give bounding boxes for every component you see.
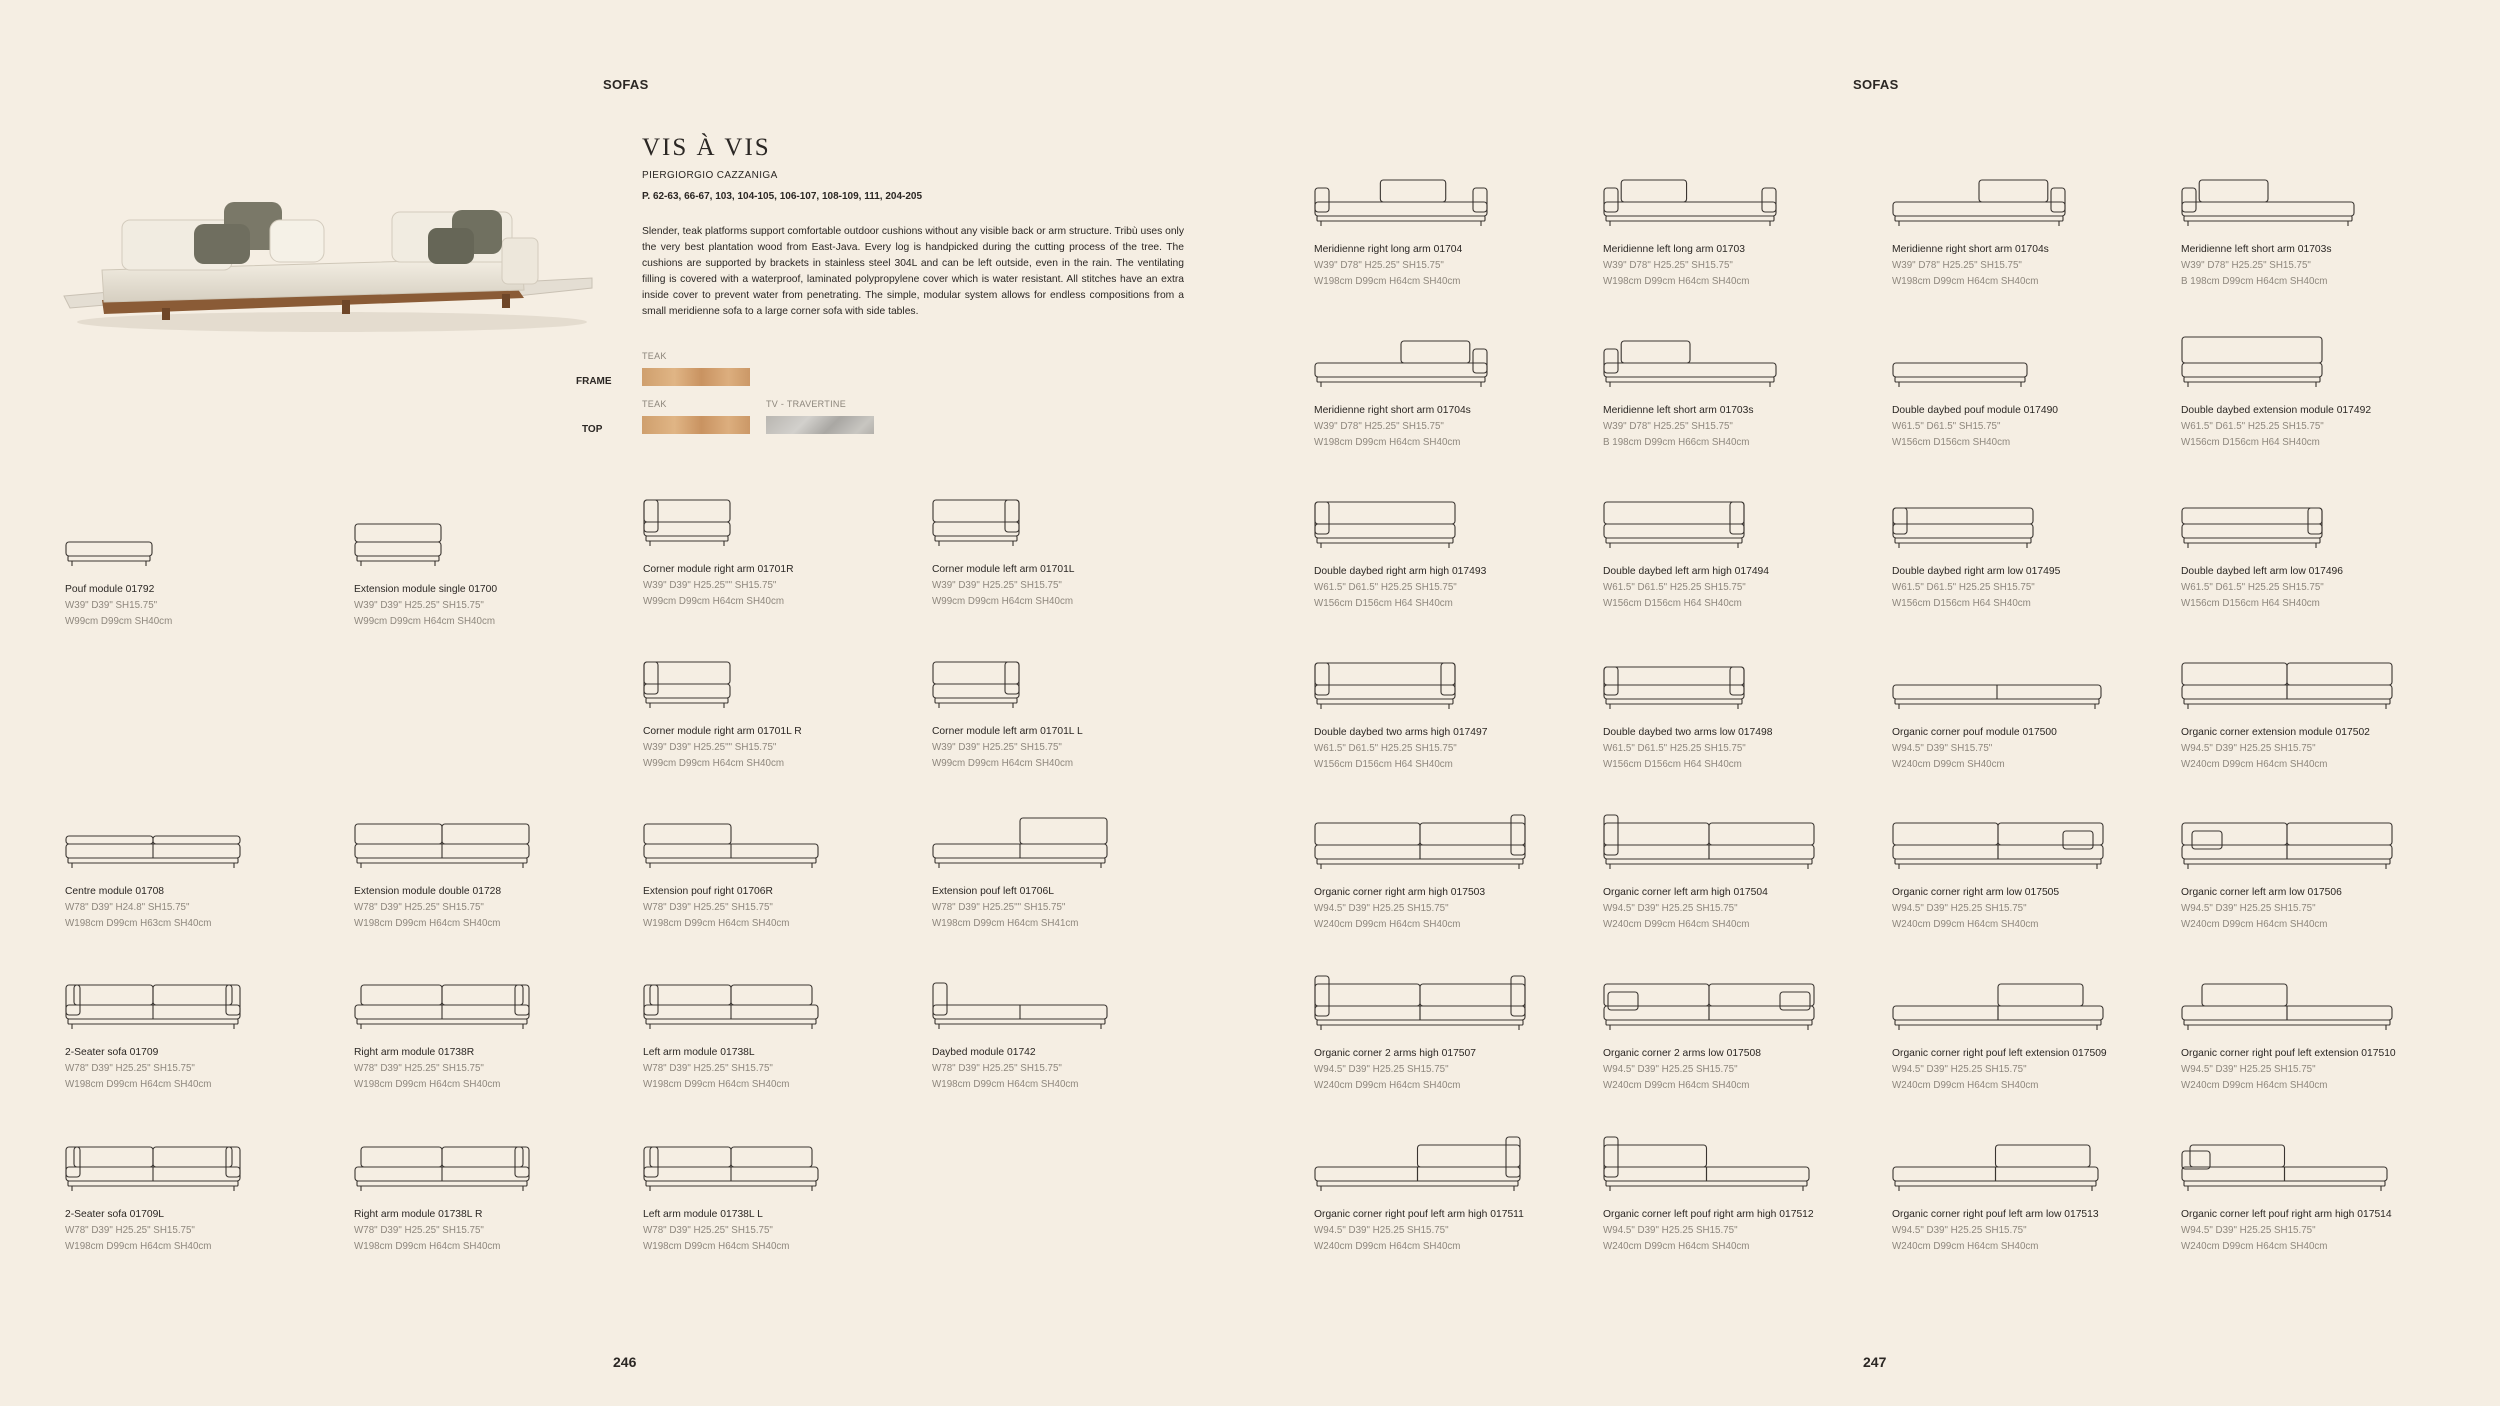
product-dimensions-imperial: W61.5" D61.5" H25.25 SH15.75" <box>2181 421 2324 432</box>
product-name: Organic corner 2 arms low 017508 <box>1603 1048 1761 1059</box>
product-dimensions-imperial: W61.5" D61.5" H25.25 SH15.75" <box>1314 582 1457 593</box>
product-name: Corner module left arm 01701L <box>932 564 1075 575</box>
product-dimensions-imperial: W94.5" D39" H25.25 SH15.75" <box>2181 1225 2316 1236</box>
product-name: Organic corner left pouf right arm high 017512 <box>1603 1209 1814 1220</box>
product-name: Organic corner right pouf left extension 017510 <box>2181 1048 2396 1059</box>
product-name: Double daybed pouf module 017490 <box>1892 405 2059 416</box>
product-name: Double daybed two arms high 017497 <box>1314 727 1488 738</box>
product-dimensions-metric: W240cm D99cm H64cm SH40cm <box>2181 919 2328 930</box>
product-dimensions-metric: W198cm D99cm H63cm SH40cm <box>65 918 212 929</box>
product-dimensions-metric: W240cm D99cm H64cm SH40cm <box>1314 919 1461 930</box>
product-name: Double daybed left arm low 017496 <box>2181 566 2343 577</box>
product-name: Corner module left arm 01701L L <box>932 726 1083 737</box>
product-dimensions-imperial: W94.5" D39" H25.25 SH15.75" <box>2181 743 2316 754</box>
product-dimensions-imperial: W78" D39" H25.25" SH15.75" <box>354 902 484 913</box>
top-swatch-teak <box>642 416 750 434</box>
product-dimensions-metric: W198cm D99cm H64cm SH41cm <box>932 918 1079 929</box>
product-dimensions-metric: W198cm D99cm H64cm SH40cm <box>643 1079 790 1090</box>
product-dimensions-imperial: W61.5" D61.5" H25.25 SH15.75" <box>1892 582 2035 593</box>
product-dimensions-imperial: W39" D39" H25.25"" SH15.75" <box>643 742 777 753</box>
product-dimensions-metric: B 198cm D99cm H64cm SH40cm <box>2181 276 2328 287</box>
product-dimensions-imperial: W94.5" D39" H25.25 SH15.75" <box>1603 903 1738 914</box>
product-dimensions-imperial: W39" D78" H25.25" SH15.75" <box>1314 260 1444 271</box>
product-dimensions-imperial: W94.5" D39" H25.25 SH15.75" <box>1892 903 2027 914</box>
product-dimensions-metric: W198cm D99cm H64cm SH40cm <box>643 1241 790 1252</box>
product-dimensions-imperial: W39" D78" H25.25" SH15.75" <box>1314 421 1444 432</box>
product-name: Meridienne left short arm 01703s <box>2181 244 2332 255</box>
product-dimensions-metric: W240cm D99cm H64cm SH40cm <box>2181 1080 2328 1091</box>
collection-description: Slender, teak platforms support comfortable outdoor cushions without any visible back or arm structure. Tribù uses only the very best plantation wood from East-Java. Every log is handpicked during the cutting process of the tree. The cushions are supported by brackets in stainless steel 304L and can be left outside, even in the rain. The ventilating filling is covered with a waterproof, laminated polypropylene cover which is water resistant. All stitches have an extra inside cover to prevent water from penetrating. The simple, modular system allows for endless compositions from a small meridienne sofa to a large corner sofa with side tables. <box>642 226 1184 317</box>
product-dimensions-imperial: W94.5" D39" H25.25 SH15.75" <box>1603 1225 1738 1236</box>
product-dimensions-metric: W198cm D99cm H64cm SH40cm <box>1892 276 2039 287</box>
product-name: Pouf module 01792 <box>65 584 155 595</box>
product-dimensions-metric: W198cm D99cm H64cm SH40cm <box>1603 276 1750 287</box>
product-name: Organic corner right pouf left arm low 017513 <box>1892 1209 2099 1220</box>
product-name: Double daybed right arm high 017493 <box>1314 566 1487 577</box>
product-name: Extension module double 01728 <box>354 886 502 897</box>
product-dimensions-metric: W240cm D99cm H64cm SH40cm <box>1314 1080 1461 1091</box>
product-dimensions-imperial: W78" D39" H25.25" SH15.75" <box>65 1063 195 1074</box>
left-page-number: 246 <box>613 1354 637 1370</box>
product-dimensions-imperial: W78" D39" H24.8" SH15.75" <box>65 902 190 913</box>
product-dimensions-imperial: W78" D39" H25.25" SH15.75" <box>643 1225 773 1236</box>
product-name: 2-Seater sofa 01709 <box>65 1047 159 1058</box>
product-dimensions-metric: W156cm D156cm H64 SH40cm <box>1314 759 1453 770</box>
product-dimensions-imperial: W39" D78" H25.25" SH15.75" <box>1603 260 1733 271</box>
product-dimensions-imperial: W61.5" D61.5" H25.25 SH15.75" <box>1314 743 1457 754</box>
product-dimensions-metric: W198cm D99cm H64cm SH40cm <box>354 918 501 929</box>
frame-swatch-teak-label: TEAK <box>642 351 667 361</box>
product-dimensions-metric: W240cm D99cm H64cm SH40cm <box>2181 759 2328 770</box>
product-dimensions-metric: W156cm D156cm H64 SH40cm <box>2181 437 2320 448</box>
product-dimensions-metric: W99cm D99cm H64cm SH40cm <box>932 758 1073 769</box>
product-dimensions-metric: W198cm D99cm H64cm SH40cm <box>932 1079 1079 1090</box>
product-dimensions-metric: W198cm D99cm H64cm SH40cm <box>65 1241 212 1252</box>
product-dimensions-metric: W156cm D156cm SH40cm <box>1892 437 2011 448</box>
product-name: Meridienne left long arm 01703 <box>1603 244 1745 255</box>
product-name: Centre module 01708 <box>65 886 165 897</box>
collection-title: VIS À VIS <box>642 134 771 161</box>
product-dimensions-metric: W198cm D99cm H64cm SH40cm <box>65 1079 212 1090</box>
page-references: P. 62-63, 66-67, 103, 104-105, 106-107, 108-109, 111, 204-205 <box>642 191 923 202</box>
product-dimensions-imperial: W94.5" D39" H25.25 SH15.75" <box>1892 1064 2027 1075</box>
product-dimensions-metric: W240cm D99cm SH40cm <box>1892 759 2005 770</box>
product-dimensions-imperial: W94.5" D39" H25.25 SH15.75" <box>1314 903 1449 914</box>
product-dimensions-imperial: W78" D39" H25.25" SH15.75" <box>65 1225 195 1236</box>
product-name: Extension pouf right 01706R <box>643 886 773 897</box>
product-dimensions-metric: W240cm D99cm H64cm SH40cm <box>1892 919 2039 930</box>
top-label: TOP <box>582 424 603 435</box>
product-dimensions-imperial: W39" D39" H25.25" SH15.75" <box>354 600 484 611</box>
product-name: Meridienne right short arm 01704s <box>1314 405 1471 416</box>
product-name: Extension module single 01700 <box>354 584 498 595</box>
product-name: Meridienne right short arm 01704s <box>1892 244 2049 255</box>
product-dimensions-imperial: W94.5" D39" H25.25 SH15.75" <box>1314 1225 1449 1236</box>
product-dimensions-metric: W198cm D99cm H64cm SH40cm <box>643 918 790 929</box>
product-dimensions-metric: W156cm D156cm H64 SH40cm <box>2181 598 2320 609</box>
product-dimensions-imperial: W78" D39" H25.25"" SH15.75" <box>932 902 1066 913</box>
product-name: Corner module right arm 01701R <box>643 564 794 575</box>
product-dimensions-imperial: W39" D39" H25.25" SH15.75" <box>932 742 1062 753</box>
product-name: Organic corner pouf module 017500 <box>1892 727 2057 738</box>
product-name: Extension pouf left 01706L <box>932 886 1054 897</box>
left-section-label: SOFAS <box>603 77 649 92</box>
product-name: Organic corner left pouf right arm high 017514 <box>2181 1209 2392 1220</box>
product-dimensions-imperial: W94.5" D39" H25.25 SH15.75" <box>1892 1225 2027 1236</box>
product-dimensions-metric: W198cm D99cm H64cm SH40cm <box>1314 437 1461 448</box>
product-dimensions-imperial: W39" D78" H25.25" SH15.75" <box>1892 260 2022 271</box>
product-name: Double daybed two arms low 017498 <box>1603 727 1773 738</box>
product-dimensions-metric: W240cm D99cm H64cm SH40cm <box>1603 1241 1750 1252</box>
product-dimensions-imperial: W61.5" D61.5" H25.25 SH15.75" <box>1603 582 1746 593</box>
product-dimensions-metric: W156cm D156cm H64 SH40cm <box>1314 598 1453 609</box>
product-dimensions-metric: W198cm D99cm H64cm SH40cm <box>354 1241 501 1252</box>
top-swatch-teak-label: TEAK <box>642 399 667 409</box>
product-name: Left arm module 01738L L <box>643 1209 763 1220</box>
hero-sofa-image <box>62 190 594 340</box>
product-name: Meridienne right long arm 01704 <box>1314 244 1463 255</box>
product-name: Double daybed left arm high 017494 <box>1603 566 1770 577</box>
product-dimensions-imperial: W39" D39" H25.25"" SH15.75" <box>643 580 777 591</box>
product-dimensions-metric: W156cm D156cm H64 SH40cm <box>1892 598 2031 609</box>
right-section-label: SOFAS <box>1853 77 1899 92</box>
product-name: Daybed module 01742 <box>932 1047 1036 1058</box>
product-dimensions-metric: W156cm D156cm H64 SH40cm <box>1603 598 1742 609</box>
product-name: Right arm module 01738R <box>354 1047 475 1058</box>
product-dimensions-imperial: W78" D39" H25.25" SH15.75" <box>354 1225 484 1236</box>
product-dimensions-metric: W240cm D99cm H64cm SH40cm <box>1314 1241 1461 1252</box>
product-dimensions-imperial: W61.5" D61.5" H25.25 SH15.75" <box>1603 743 1746 754</box>
product-dimensions-imperial: W94.5" D39" H25.25 SH15.75" <box>1314 1064 1449 1075</box>
product-dimensions-imperial: W78" D39" H25.25" SH15.75" <box>354 1063 484 1074</box>
product-name: Double daybed extension module 017492 <box>2181 405 2372 416</box>
product-name: Left arm module 01738L <box>643 1047 755 1058</box>
product-name: Corner module right arm 01701L R <box>643 726 802 737</box>
product-dimensions-metric: W99cm D99cm H64cm SH40cm <box>354 616 495 627</box>
product-dimensions-metric: B 198cm D99cm H66cm SH40cm <box>1603 437 1750 448</box>
product-name: Organic corner left arm high 017504 <box>1603 887 1768 898</box>
product-dimensions-metric: W156cm D156cm H64 SH40cm <box>1603 759 1742 770</box>
designer-name: PIERGIORGIO CAZZANIGA <box>642 170 778 181</box>
product-dimensions-metric: W240cm D99cm H64cm SH40cm <box>2181 1241 2328 1252</box>
frame-label: FRAME <box>576 376 612 387</box>
product-dimensions-metric: W240cm D99cm H64cm SH40cm <box>1892 1241 2039 1252</box>
product-name: Organic corner left arm low 017506 <box>2181 887 2342 898</box>
product-dimensions-metric: W240cm D99cm H64cm SH40cm <box>1603 1080 1750 1091</box>
product-dimensions-imperial: W94.5" D39" H25.25 SH15.75" <box>2181 1064 2316 1075</box>
product-dimensions-metric: W99cm D99cm H64cm SH40cm <box>643 596 784 607</box>
product-dimensions-imperial: W94.5" D39" H25.25 SH15.75" <box>2181 903 2316 914</box>
product-dimensions-imperial: W39" D39" H25.25" SH15.75" <box>932 580 1062 591</box>
product-dimensions-imperial: W39" D78" H25.25" SH15.75" <box>1603 421 1733 432</box>
product-dimensions-metric: W99cm D99cm SH40cm <box>65 616 173 627</box>
frame-swatch-teak <box>642 368 750 386</box>
product-dimensions-imperial: W61.5" D61.5" H25.25 SH15.75" <box>2181 582 2324 593</box>
product-name: Organic corner extension module 017502 <box>2181 727 2370 738</box>
product-dimensions-metric: W99cm D99cm H64cm SH40cm <box>932 596 1073 607</box>
product-dimensions-imperial: W94.5" D39" H25.25 SH15.75" <box>1603 1064 1738 1075</box>
product-name: Meridienne left short arm 01703s <box>1603 405 1754 416</box>
product-dimensions-metric: W198cm D99cm H64cm SH40cm <box>354 1079 501 1090</box>
top-swatch-travertine-label: TV - TRAVERTINE <box>766 399 847 409</box>
product-name: Right arm module 01738L R <box>354 1209 483 1220</box>
product-dimensions-imperial: W39" D78" H25.25" SH15.75" <box>2181 260 2311 271</box>
product-dimensions-imperial: W94.5" D39" SH15.75" <box>1892 743 1993 754</box>
product-name: Organic corner 2 arms high 017507 <box>1314 1048 1476 1059</box>
product-dimensions-imperial: W78" D39" H25.25" SH15.75" <box>643 902 773 913</box>
product-dimensions-imperial: W78" D39" H25.25" SH15.75" <box>643 1063 773 1074</box>
product-name: Organic corner right pouf left extension 017509 <box>1892 1048 2107 1059</box>
product-dimensions-metric: W99cm D99cm H64cm SH40cm <box>643 758 784 769</box>
product-name: Double daybed right arm low 017495 <box>1892 566 2061 577</box>
top-swatch-travertine <box>766 416 874 434</box>
product-dimensions-metric: W240cm D99cm H64cm SH40cm <box>1603 919 1750 930</box>
product-name: 2-Seater sofa 01709L <box>65 1209 165 1220</box>
product-name: Organic corner right arm high 017503 <box>1314 887 1486 898</box>
product-dimensions-imperial: W61.5" D61.5" SH15.75" <box>1892 421 2001 432</box>
product-dimensions-imperial: W39" D39" SH15.75" <box>65 600 158 611</box>
right-page-number: 247 <box>1863 1354 1887 1370</box>
product-dimensions-metric: W198cm D99cm H64cm SH40cm <box>1314 276 1461 287</box>
product-name: Organic corner right arm low 017505 <box>1892 887 2060 898</box>
product-name: Organic corner right pouf left arm high 017511 <box>1314 1209 1524 1220</box>
product-dimensions-imperial: W78" D39" H25.25" SH15.75" <box>932 1063 1062 1074</box>
product-dimensions-metric: W240cm D99cm H64cm SH40cm <box>1892 1080 2039 1091</box>
